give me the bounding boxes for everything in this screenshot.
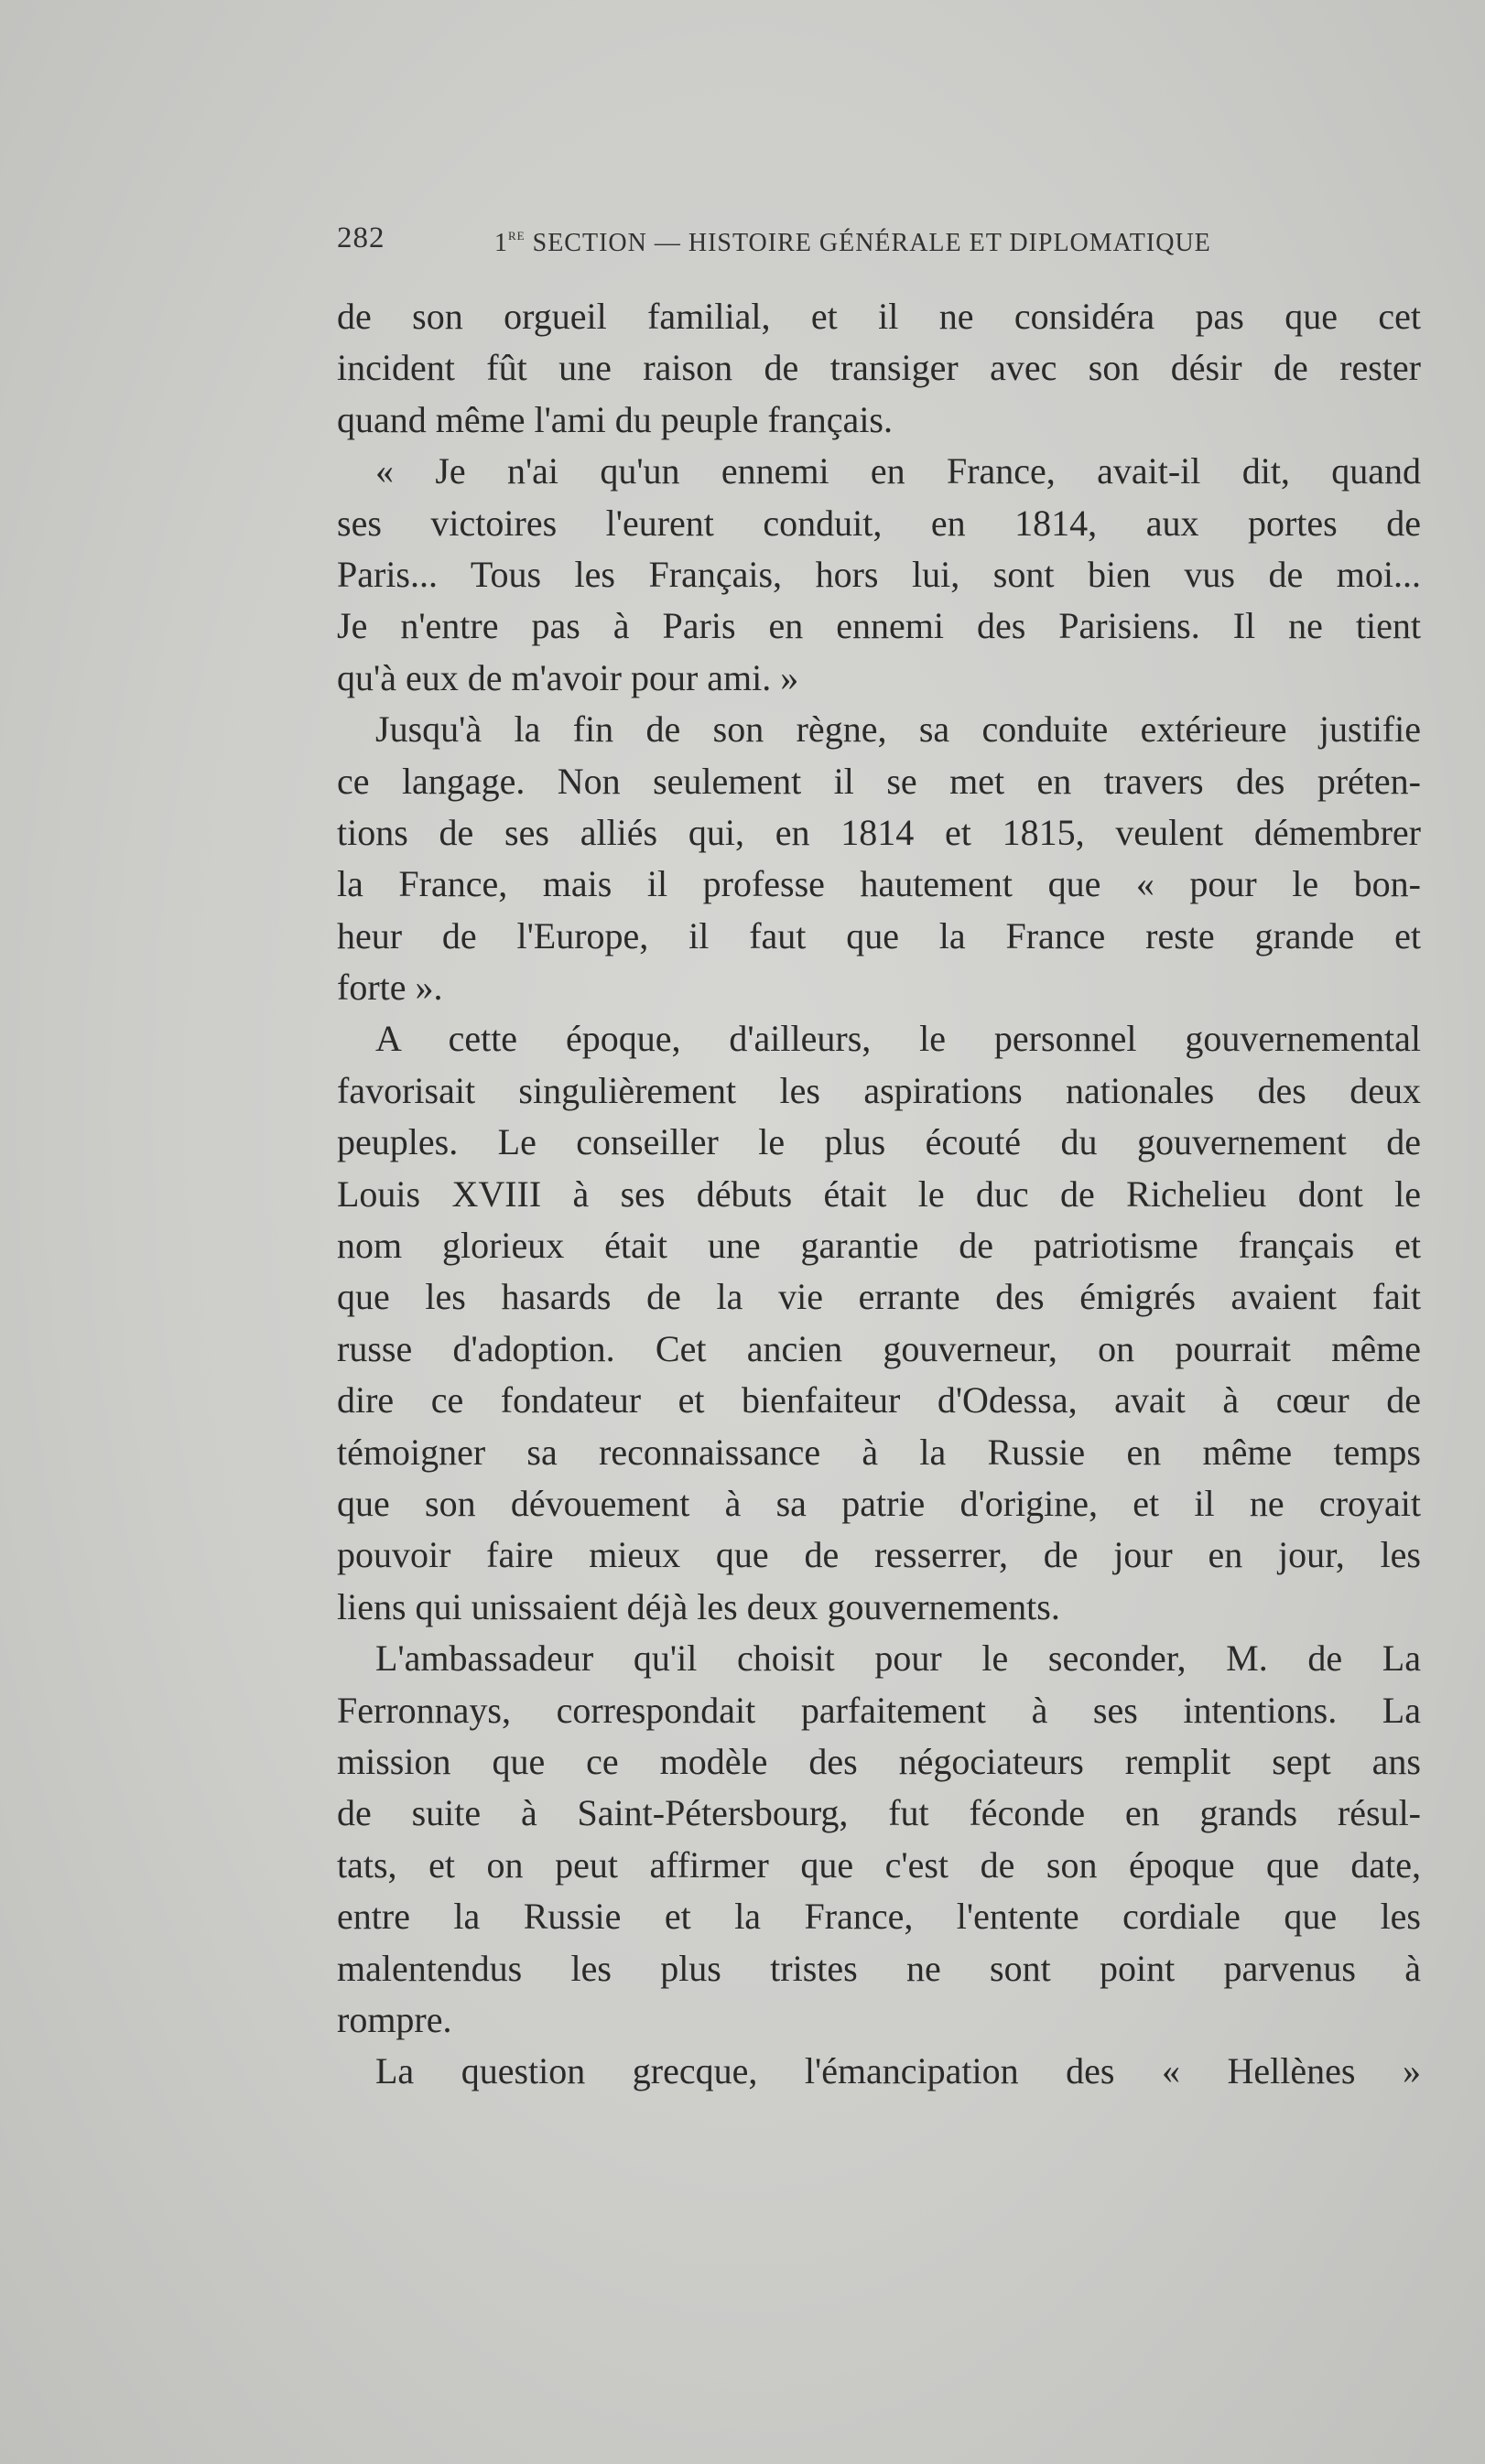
text-line: peuples. Le conseiller le plus écouté du gouvernement de <box>337 1121 1421 1163</box>
section-superscript: re <box>508 225 526 243</box>
section-number: 1 <box>494 229 508 257</box>
text-line: dire ce fondateur et bienfaiteur d'Odessa, avait à cœur de <box>337 1379 1421 1421</box>
text-line: entre la Russie et la France, l'entente cordiale que les <box>337 1896 1421 1938</box>
text-line: la France, mais il professe hautement que « pour le bon- <box>337 863 1421 905</box>
text-line: Paris... Tous les Français, hors lui, sont bien vus de moi... <box>337 553 1421 595</box>
text-line: de suite à Saint-Pétersbourg, fut féconde en grands résul- <box>337 1792 1421 1834</box>
text-line: « Je n'ai qu'un ennemi en France, avait-il dit, quand <box>375 450 1421 492</box>
text-line: malentendus les plus tristes ne sont point parvenus à <box>337 1947 1421 1989</box>
text-line: ses victoires l'eurent conduit, en 1814, aux portes de <box>337 502 1421 544</box>
text-line: qu'à eux de m'avoir pour ami. » <box>337 656 799 698</box>
text-line: tats, et on peut affirmer que c'est de son époque que date, <box>337 1843 1421 1886</box>
text-line: favorisait singulièrement les aspirations nationales des deux <box>337 1069 1421 1111</box>
running-head <box>494 225 1211 258</box>
text-line: rompre. <box>337 1998 452 2040</box>
text-line: tions de ses alliés qui, en 1814 et 1815, veulent démembrer <box>337 811 1421 853</box>
text-line: forte ». <box>337 967 443 1009</box>
text-line: que les hasards de la vie errante des émigrés avaient fait <box>337 1276 1421 1318</box>
text-line: A cette époque, d'ailleurs, le personnel gouvernemental <box>375 1018 1421 1060</box>
running-head-title: SECTION — HISTOIRE GÉNÉRALE ET DIPLOMATIQUE <box>525 229 1211 257</box>
body-text <box>337 291 1421 2098</box>
text-line: La question grecque, l'émancipation des « Hellènes » <box>375 2050 1421 2092</box>
text-line: que son dévouement à sa patrie d'origine, et il ne croyait <box>337 1482 1421 1524</box>
text-line: russe d'adoption. Cet ancien gouverneur, on pourrait même <box>337 1327 1421 1369</box>
text-line: liens qui unissaient déjà les deux gouvernements. <box>337 1585 1060 1627</box>
text-line: mission que ce modèle des négociateurs remplit sept ans <box>337 1740 1421 1782</box>
text-line: L'ambassadeur qu'il choisit pour le seconder, M. de La <box>375 1637 1421 1680</box>
text-line: pouvoir faire mieux que de resserrer, de jour en jour, les <box>337 1534 1421 1576</box>
text-line: heur de l'Europe, il faut que la France reste grande et <box>337 914 1421 956</box>
text-line: quand même l'ami du peuple français. <box>337 398 893 440</box>
text-line: ce langage. Non seulement il se met en travers des préten- <box>337 760 1421 802</box>
text-line: de son orgueil familial, et il ne considéra pas que cet <box>337 296 1421 337</box>
page-header <box>337 222 1262 258</box>
text-line: Ferronnays, correspondait parfaitement à ses intentions. La <box>337 1689 1421 1731</box>
text-line: Louis XVIII à ses débuts était le duc de Richelieu dont le <box>337 1173 1421 1215</box>
text-line: nom glorieux était une garantie de patriotisme français et <box>337 1225 1421 1267</box>
text-line: Je n'entre pas à Paris en ennemi des Parisiens. Il ne tient <box>337 605 1421 647</box>
page-number: 282 <box>337 222 385 254</box>
text-line: témoigner sa reconnaissance à la Russie en même temps <box>337 1431 1421 1473</box>
text-line: Jusqu'à la fin de son règne, sa conduite extérieure justifie <box>375 708 1421 751</box>
text-line: incident fût une raison de transiger avec son désir de rester <box>337 347 1421 389</box>
